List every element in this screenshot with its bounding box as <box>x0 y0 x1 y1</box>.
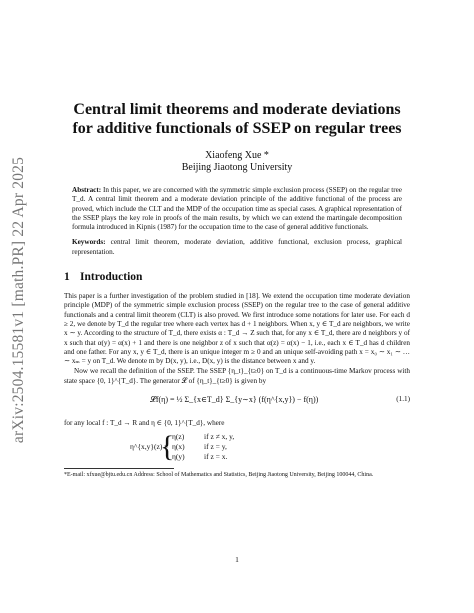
cases-row <box>172 432 292 441</box>
footnote: *E-mail: xfxue@bjtu.edu.cn Address: School of Mathematics and Statistics, Beijing Jiaotong University, Beijing 100044, China. <box>64 472 374 479</box>
keywords-label: Keywords: <box>72 238 106 247</box>
keywords-text: central limit theorem, moderate deviation, additive functional, exclusion process, graphical representation. <box>72 238 402 256</box>
cases-value: η(x) <box>172 442 185 452</box>
abstract <box>72 186 402 232</box>
author-name: Xiaofeng Xue * <box>205 150 269 161</box>
page-number: 1 <box>235 555 239 564</box>
equation-number: (1.1) <box>396 395 410 404</box>
keywords <box>72 238 402 257</box>
arxiv-identifier-text: arXiv:2504.15581v1 [math.PR] 22 Apr 2025 <box>10 156 27 444</box>
cases-condition: if z ≠ x, y, <box>204 432 235 442</box>
cases-lhs: η^{x,y}(z) = <box>130 442 169 452</box>
intro-paragraph-1: This paper is a further investigation of the problem studied in [18]. We extend the occupation time moderate deviation principle (MDP) of the symmetric simple exclusion process (SSEP) on the regular tree to the case of general additive functionals and a central limit theorem (CLT) is also proved. We first introduce some notations for later use. For each d ≥ 2, we denote by T_d the regular tree where each vertex has d + 1 neighbors. When x, y ∈ T_d are neighbors, we write x ∼ y. According to the structure of T_d, there exists α : T_d → Z such that, for any x ∈ T_d, there are d neighbors y of x such that α(y) = α(x) + 1 and there is one neighbor z of x such that α(z) = α(x) − 1, i.e., each x ∈ T_d has d children and one father. For any x, y ∈ T_d, there is an unique integer m ≥ 0 and an unique self-avoiding path x = x₀ ∼ x₁ ∼ … ∼ xₘ = y on T_d. We denote m by D(x, y), i.e., D(x, y) is the distance between x and y. <box>64 292 410 366</box>
cases-value: η(y) <box>172 452 185 462</box>
after-equation-text: for any local f : T_d → R and η ∈ {0, 1}^{T_d}, where <box>64 419 225 428</box>
abstract-text: In this paper, we are concerned with the symmetric simple exclusion process (SSEP) on the regular tree T_d. A central limit theorem and a moderate deviation principle of the additive functional of the process are proved, which include the CLT and the MDP of the occupation time as special cases. A graphical representation of the SSEP plays the key role in proofs of the main results, by which we can extend the martingale decomposition formula introduced in Kipnis (1987) for the occupation time to the case of general additive functionals. <box>72 186 402 232</box>
footnote-rule <box>64 468 174 469</box>
cases-brace: { <box>160 430 175 464</box>
intro-paragraph-2: Now we recall the definition of the SSEP. The SSEP {η_t}_{t≥0} on T_d is a continuous-time Markov process with state space {0, 1}^{T_d}. The generator 𝓛 of {η_t}_{t≥0} is given by <box>64 367 410 385</box>
cases-condition: if z = y, <box>204 442 227 452</box>
paper-page <box>64 100 410 485</box>
cases-row <box>172 452 292 461</box>
generator-equation <box>64 391 410 415</box>
cases-definition <box>64 432 410 464</box>
arxiv-identifier <box>4 140 34 460</box>
author-affiliation: Beijing Jiaotong University <box>181 162 293 173</box>
abstract-label: Abstract: <box>72 186 102 194</box>
section-number: 1 <box>64 271 70 284</box>
cases-condition: if z = x. <box>204 452 228 462</box>
cases-row <box>172 442 292 451</box>
paper-title: Central limit theorems and moderate deviations for additive functionals of SSEP on regular trees <box>72 101 402 137</box>
section-heading <box>64 270 410 284</box>
equation-expression: 𝓛f(η) = ½ Σ_{x∈T_d} Σ_{y∼x} (f(η^{x,y}) − f(η)) <box>150 395 319 405</box>
cases-value: η(z) <box>172 432 185 442</box>
section-title: Introduction <box>80 271 143 284</box>
